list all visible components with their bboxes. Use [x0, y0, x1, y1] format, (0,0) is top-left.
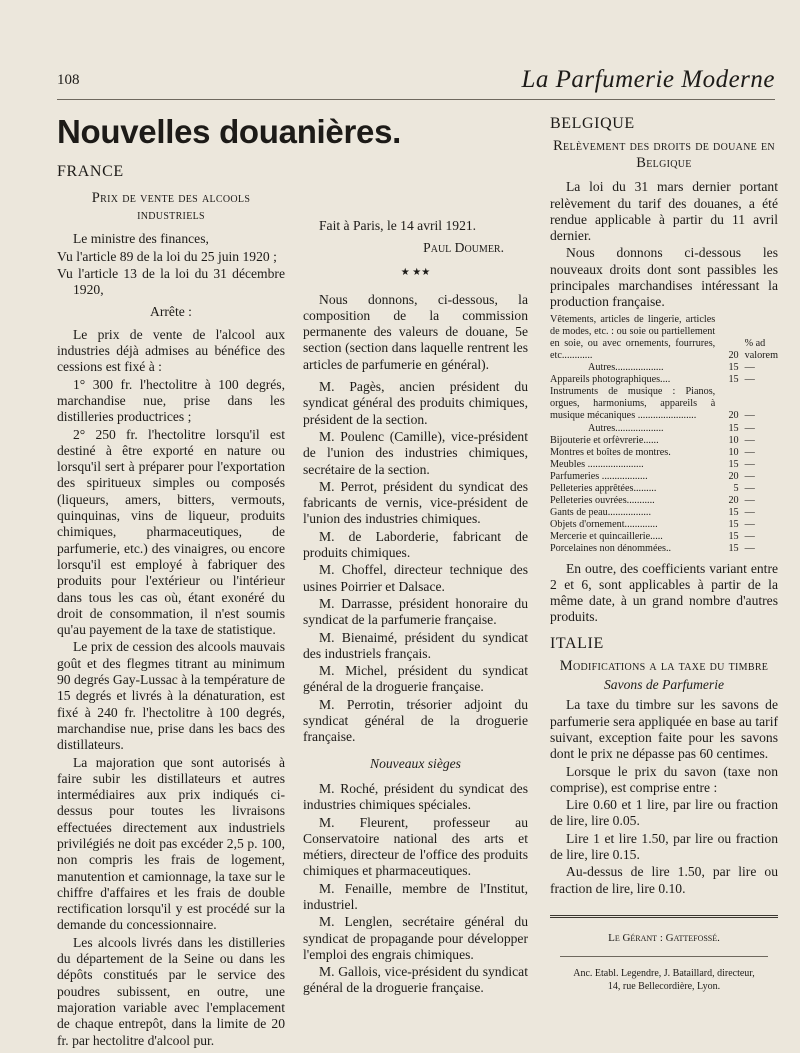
- tariff-row: [550, 374, 778, 386]
- signature: Paul Doumer.: [423, 240, 504, 256]
- paragraph: Au-dessus de lire 1.50, par lire ou fraction de lire, lire 0.10.: [550, 864, 778, 896]
- tariff-label: Pelleteries ouvrées...........: [550, 495, 655, 507]
- commission-member: M. Choffel, directeur technique des usines Poirrier et Dalsace.: [303, 562, 528, 594]
- gerant-line: Le Gérant : Gattefossé.: [608, 931, 720, 944]
- tariff-rate: 10: [728, 434, 739, 446]
- tariff-label: Instruments de musique : Pianos, orgues, harmoniums, appareils à musique mécaniques .......................: [550, 386, 716, 422]
- tariff-rate: 15: [728, 543, 739, 555]
- tariff-rate: 15: [728, 374, 739, 386]
- signed-place: Fait à Paris, le 14 avril 1921.: [319, 218, 477, 233]
- new-seat-member: M. Fleurent, professeur au Conservatoire national des arts et métiers, directeur de l'office des produits chimiques et pharmaceutiques.: [303, 814, 528, 879]
- tariff-unit: —: [744, 482, 755, 494]
- asterism: ★ ★★: [400, 266, 431, 278]
- printer-line-1: Anc. Etabl. Legendre, J. Bataillard, directeur,: [573, 968, 755, 980]
- header-rule: [57, 99, 775, 100]
- tariff-rate: 15: [728, 422, 739, 434]
- new-seat-member: M. Roché, président du syndicat des industries chimiques spéciales.: [303, 780, 528, 813]
- paragraph: La majoration que sont autorisés à faire subir les distillateurs et autres intermédiaires aux prix indiqués ci-dessus pour toutes les livraisons effectuées directement aux industriels privilégiés ne doit pas excéder 2,5 p. 100, non compris les frais de logement, manutention et camionnage, la taxe sur le chiffre d'affaires et les frais de double rectification lorsqu'il y est procédé sur la demande du concessionnaire.: [57, 754, 285, 933]
- arrete-heading: Arrête :: [150, 304, 192, 320]
- tariff-row: [550, 314, 778, 362]
- tariff-label: Objets d'ornement.............: [550, 519, 658, 531]
- paragraph: Vu l'article 13 de la loi du 31 décembre 1920,: [57, 265, 285, 298]
- tariff-label: Montres et boîtes de montres.: [550, 446, 671, 458]
- paragraph: La loi du 31 mars dernier portant relèvement du tarif des douanes, a été rendue applicable à partir du 11 avril dernier.: [550, 179, 778, 244]
- tariff-label: Bijouterie et orfèvrerie......: [550, 434, 659, 446]
- new-seat-member: M. Gallois, vice-président du syndicat général de la droguerie française.: [303, 964, 528, 996]
- paragraph: Nous donnons ci-dessous les nouveaux droits dont sont passibles les principales marchandises intéressant la production française.: [550, 245, 778, 310]
- commission-member: M. Perrotin, trésorier adjoint du syndicat général de la droguerie française.: [303, 696, 528, 745]
- tariff-rate: 15: [728, 531, 739, 543]
- tariff-rate: 20: [728, 470, 739, 482]
- paragraph: Vu l'article 89 de la loi du 25 juin 1920 ;: [57, 248, 277, 264]
- tariff-row: [550, 362, 778, 374]
- tariff-unit: —: [744, 458, 755, 470]
- tariff-label: Meubles ......................: [550, 458, 644, 470]
- commission-member: M. Bienaimé, président du syndicat des industriels français.: [303, 629, 528, 661]
- page-number: 108: [57, 72, 80, 88]
- paragraph: Lorsque le prix du savon (taxe non comprise), est comprise entre :: [550, 763, 778, 795]
- printer-line: [550, 967, 778, 993]
- tariff-unit: —: [744, 422, 755, 434]
- tariff-label: Parfumeries ..................: [550, 470, 648, 482]
- section-heading-belgique: Relèvement des droits de douane en Belgique: [553, 138, 775, 172]
- tariff-unit: —: [744, 446, 755, 458]
- tariff-rate: 20: [728, 410, 739, 422]
- paragraph: Le ministre des finances,: [73, 231, 209, 247]
- column-1: [57, 164, 285, 1050]
- tariff-rate: 20: [728, 495, 739, 507]
- tariff-unit: —: [744, 543, 755, 555]
- paragraph: La taxe du timbre sur les savons de parfumerie sera appliquée en base au tarif suivant, exception faite pour les savons dont le prix ne dépasse pas 60 centimes.: [550, 697, 778, 762]
- section-heading-italie: Modifications a la taxe du timbre: [559, 658, 769, 675]
- tariff-label: Mercerie et quincaillerie.....: [550, 531, 663, 543]
- tariff-row: [550, 507, 778, 519]
- country-heading-italie: ITALIE: [550, 634, 604, 652]
- tariff-unit: —: [744, 531, 755, 543]
- country-heading-belgique: BELGIQUE: [550, 115, 635, 132]
- commission-member: M. Pagès, ancien président du syndicat général des produits chimiques, président de la section.: [303, 379, 528, 427]
- tariff-rate: 15: [728, 362, 739, 374]
- tariff-row: [550, 531, 778, 543]
- paragraph: Le prix de cession des alcools mauvais goût et des flegmes titrant au minimum 90 degrés Gay-Lussac à la température de 15 degrés et livrés à la dénaturation, est fixé à 240 fr. l'hectolitre à 100 degrés, marchandise nue, prise dans les bacs des distillateurs.: [57, 639, 285, 753]
- tariff-unit: —: [744, 434, 755, 446]
- paragraph: 1° 300 fr. l'hectolitre à 100 degrés, marchandise nue, prise dans les distilleries productrices ;: [57, 376, 285, 425]
- tariff-rate: 15: [728, 519, 739, 531]
- tariff-label: Autres...................: [588, 422, 664, 434]
- paragraph: Nous donnons, ci-dessous, la composition de la commission permanente des valeurs de douane, 5e section (section dans laquelle rentrent les articles de parfumerie en général).: [303, 291, 528, 372]
- masthead: La Parfumerie Moderne: [521, 66, 775, 93]
- new-seats-heading: Nouveaux sièges: [370, 755, 461, 771]
- tariff-unit: —: [744, 362, 755, 374]
- tariff-unit: —: [744, 495, 755, 507]
- commission-member: M. de Laborderie, fabricant de produits chimiques.: [303, 528, 528, 561]
- tariff-rate: 20: [728, 349, 739, 361]
- commission-member: M. Michel, président du syndicat général de la droguerie française.: [303, 663, 528, 695]
- tariff-row: [550, 435, 778, 447]
- commission-member: M. Darrasse, président honoraire du syndicat de la parfumerie française.: [303, 595, 528, 628]
- tariff-row: [550, 519, 778, 531]
- country-heading-france: FRANCE: [57, 163, 124, 180]
- paragraph: Lire 0.60 et 1 lire, par lire ou fraction de lire, lire 0.05.: [550, 797, 778, 829]
- footer-double-rule: [550, 915, 778, 918]
- new-seat-member: M. Lenglen, secrétaire général du syndicat de propagande pour développer l'emploi des engrais chimiques.: [303, 914, 528, 962]
- tariff-label: Pelleteries apprêtées.........: [550, 482, 657, 494]
- tariff-table: [550, 314, 778, 556]
- tariff-row: [550, 459, 778, 471]
- tariff-unit: —: [744, 374, 755, 386]
- paragraph: 2° 250 fr. l'hectolitre lorsqu'il est destiné à être exporté en nature ou lorsqu'il sert à préparer pour l'exportation des spiritueux simples ou composés (liqueurs, amers, bitters, vermouts, quinquinas, vins de liqueur, produits chimiques, pharmaceutiques, de parfumerie, etc.) des vinaigres, ou encore lorsqu'il est employé à fabriquer des produits pour l'extérieur ou l'intérieur dans tous les cas où, étant exonéré du droit de consommation, il n'est soumis qu'au payement de la taxe de statistique.: [57, 426, 285, 638]
- tariff-unit: —: [744, 519, 755, 531]
- paragraph: En outre, des coefficients variant entre 2 et 6, sont applicables à partir de la même date, à un grand nombre d'autres produits.: [550, 560, 778, 625]
- column-2: [303, 164, 528, 998]
- tariff-label: Appareils photographiques....: [550, 374, 671, 386]
- paragraph: Les alcools livrés dans les distilleries du département de la Seine ou dans les dépôts constitués par le service des poudres subissent, en outre, une majoration variable avec l'emplacement de chaque entrepôt, dans la limite de 20 fr. par hectolitre d'alcool pur.: [57, 934, 285, 1048]
- footer-rule: [560, 956, 768, 957]
- tariff-rate: 15: [728, 507, 739, 519]
- paragraph: Le prix de vente de l'alcool aux industries déjà admises au bénéfice des cessions est fixé à :: [57, 326, 285, 375]
- paragraph: Lire 1 et lire 1.50, par lire ou fraction de lire, lire 0.15.: [550, 830, 778, 862]
- tariff-row: [550, 543, 778, 555]
- commission-member: M. Poulenc (Camille), vice-président de l'union des industries chimiques, secrétaire de la section.: [303, 428, 528, 477]
- page-title: Nouvelles douanières.: [57, 113, 401, 150]
- tariff-label: Autres...................: [588, 362, 664, 374]
- tariff-label: Porcelaines non dénommées..: [550, 543, 672, 555]
- tariff-rate: 15: [728, 458, 739, 470]
- tariff-unit: —: [744, 410, 755, 422]
- tariff-unit: —: [744, 507, 755, 519]
- tariff-label: Gants de peau.................: [550, 507, 652, 519]
- commission-member: M. Perrot, président du syndicat des fabricants de vernis, vice-président de l'union des industries chimiques.: [303, 478, 528, 527]
- tariff-unit: —: [744, 470, 755, 482]
- section-heading-alcools: Prix de vente des alcools industriels: [91, 190, 251, 224]
- tariff-rate: 10: [728, 446, 739, 458]
- tariff-row: [550, 386, 778, 422]
- subsection-heading-savons: Savons de Parfumerie: [603, 677, 725, 693]
- tariff-unit: % ad valorem: [744, 337, 779, 361]
- tariff-label: Vêtements, articles de lingerie, articles de modes, etc. : ou soie ou partiellement en soie, ou avec ornements, fourrures, etc............: [550, 313, 716, 361]
- column-3: [550, 116, 778, 994]
- tariff-rate: 5: [733, 482, 739, 494]
- printer-line-2: 14, rue Bellecordière, Lyon.: [607, 981, 721, 993]
- tariff-row: [550, 483, 778, 495]
- tariff-row: [550, 471, 778, 483]
- new-seat-member: M. Fenaille, membre de l'Institut, industriel.: [303, 880, 528, 912]
- tariff-row: [550, 447, 778, 459]
- tariff-row: [550, 423, 778, 435]
- tariff-row: [550, 495, 778, 507]
